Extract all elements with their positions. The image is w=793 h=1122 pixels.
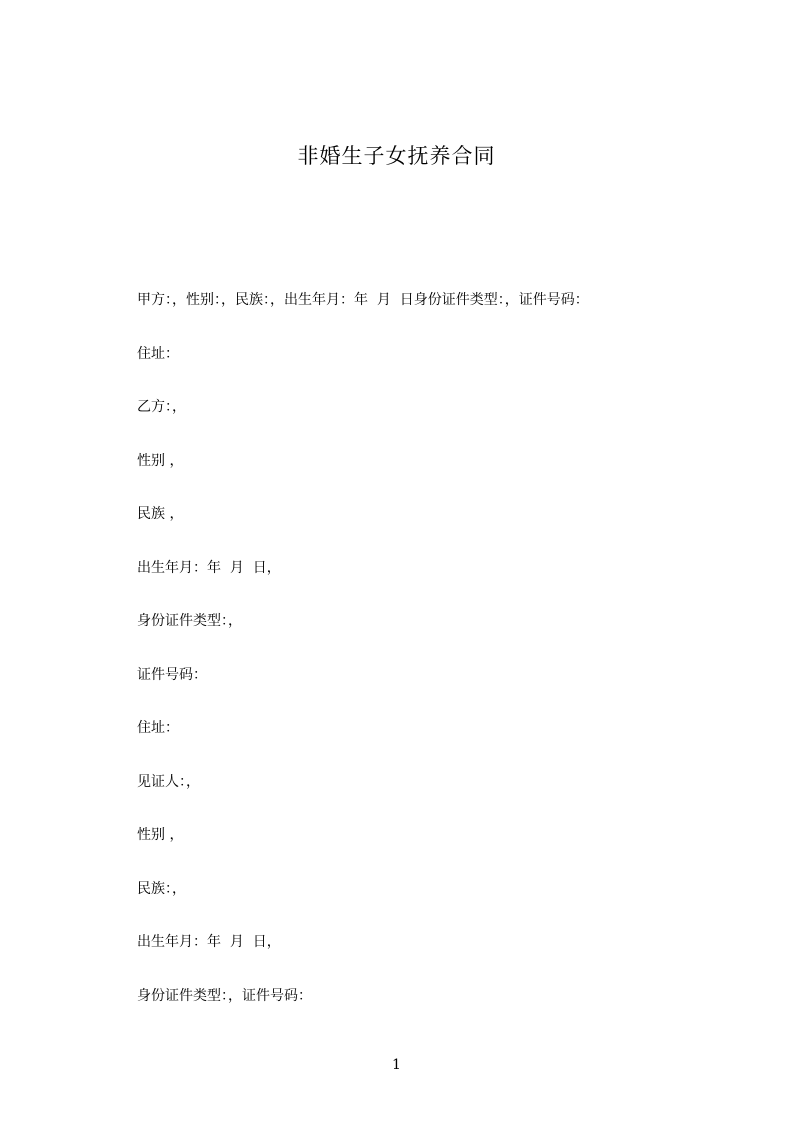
witness-ethnicity-line: 民族：，	[137, 880, 186, 897]
party-b-ethnicity-line: 民族 ，	[137, 506, 184, 522]
party-b-id-type-line: 身份证件类型：，	[137, 613, 242, 629]
contract-fields	[137, 289, 757, 1038]
party-a-address-line: 住址：	[137, 345, 179, 362]
witness-line: 见证人：，	[137, 773, 200, 790]
document-title: 非婚生子女抚养合同	[297, 144, 496, 168]
witness-gender-line: 性别 ，	[137, 827, 184, 843]
party-b-gender-line: 性别 ，	[137, 452, 184, 469]
witness-birthdate-line: 出生年月：年 月 日，	[137, 934, 281, 950]
party-b-id-number-line: 证件号码：	[137, 666, 207, 683]
party-b-address-line: 住址：	[137, 720, 179, 736]
witness-id-line: 身份证件类型：，证件号码：	[137, 987, 312, 1004]
party-b-birthdate-line: 出生年月：年 月 日，	[137, 559, 281, 576]
party-b-line: 乙方：，	[137, 399, 186, 415]
page-number: 1	[392, 1057, 401, 1073]
party-a-info-line: 甲方：，性别：，民族：，出生年月：年 月 日身份证件类型：，证件号码：	[137, 292, 589, 308]
